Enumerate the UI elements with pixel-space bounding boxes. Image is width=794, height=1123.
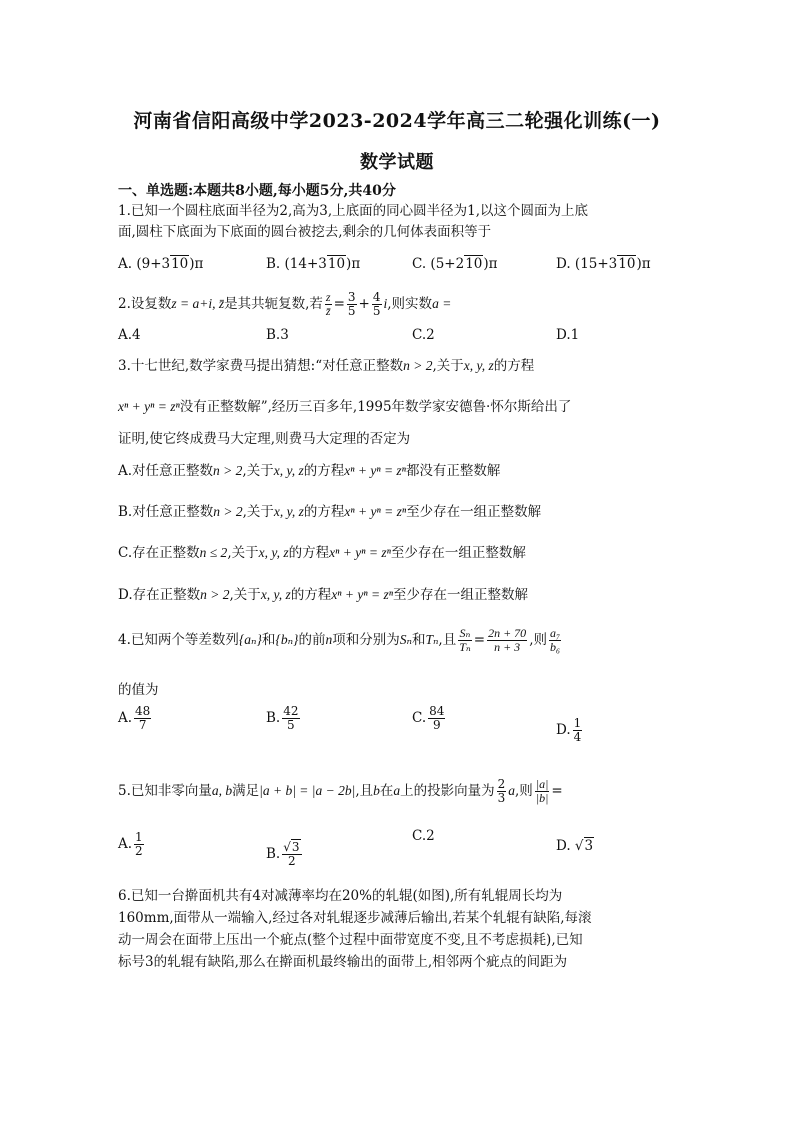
q4-option-a: A. $\frac{48}{7}$ bbox=[118, 704, 151, 732]
q3-option-c: C.存在正整数n ≤ 2,关于x, y, z的方程xⁿ + yⁿ = zⁿ至少存在一组正整数解 bbox=[118, 545, 526, 561]
q4-line2: 的值为 bbox=[118, 682, 159, 698]
q6-line1: 6.已知一台擀面机共有4对减薄率均在20%的轧辊(如图),所有轧辊周长均为 bbox=[118, 888, 563, 904]
q6-line3: 动一周会在面带上压出一个疵点(整个过程中面带宽度不变,且不考虑损耗),已知 bbox=[118, 932, 583, 948]
q4-option-d: D. $\frac{1}{4}$ bbox=[556, 716, 582, 744]
q3-line2: xⁿ + yⁿ = zⁿ没有正整数解”,经历三百多年,1995年数学家安德鲁·怀尔斯给出了 bbox=[118, 399, 572, 415]
q3-line3: 证明,使它终成费马大定理,则费马大定理的否定为 bbox=[118, 431, 411, 447]
q1-option-b: B. (14+310)π bbox=[266, 256, 361, 272]
q1-line2: 面,圆柱下底面为下底面的圆台被挖去,剩余的几何体表面积等于 bbox=[118, 224, 492, 240]
q5-option-a: A. $\frac{1}{2}$ bbox=[118, 830, 143, 858]
q3-option-d: D.存在正整数n > 2,关于x, y, z的方程xⁿ + yⁿ = zⁿ至少存在一组正整数解 bbox=[118, 587, 529, 603]
q3-option-a: A.对任意正整数n > 2,关于x, y, z的方程xⁿ + yⁿ = zⁿ都没有正整数解 bbox=[118, 463, 501, 479]
q4-option-b: B. $\frac{42}{5}$ bbox=[266, 704, 299, 732]
q5-stem: 5.已知非零向量a, b满足|a + b| = |a − 2b|,且b在a上的投影向量为 $\frac{2}{3}$ a,则 $\frac{|a|}{|b|}$ = bbox=[118, 777, 563, 805]
q2-option-b: B.3 bbox=[266, 327, 289, 343]
q2-option-c: C.2 bbox=[412, 327, 435, 343]
q3-line1: 3.十七世纪,数学家费马提出猜想:“对任意正整数n > 2,关于x, y, z的方程 bbox=[118, 358, 535, 374]
q1-line1: 1.已知一个圆柱底面半径为2,高为3,上底面的同心圆半径为1,以这个圆面为上底 bbox=[118, 203, 589, 219]
q1-option-c: C. (5+210)π bbox=[412, 256, 498, 272]
q3-option-b: B.对任意正整数n > 2,关于x, y, z的方程xⁿ + yⁿ = zⁿ至少存在一组正整数解 bbox=[118, 504, 542, 520]
q6-line2: 160mm,面带从一端输入,经过各对轧辊逐步减薄后输出,若某个轧辊有缺陷,每滚 bbox=[118, 910, 592, 926]
section-heading: 一、单选题:本题共8小题,每小题5分,共40分 bbox=[118, 183, 396, 199]
q5-option-d: D. √3 bbox=[556, 838, 594, 854]
q4-option-c: C. $\frac{84}{9}$ bbox=[412, 704, 445, 732]
q2-stem: 2.设复数z = a+i, z̄是其共轭复数,若 $\frac{z}{z̄}$ = $\frac{3}{5}$ + $\frac{4}{5}$ i,则实数a = bbox=[118, 290, 452, 318]
q2-option-d: D.1 bbox=[556, 327, 580, 343]
q1-option-a: A. (9+310)π bbox=[118, 256, 204, 272]
q4-stem: 4.已知两个等差数列{aₙ}和{bₙ}的前n项和分别为Sₙ和Tₙ,且 $\frac{\text{Sₙ}}{\text{Tₙ}}$ = $\frac{2n + 70}{n + 3}$ ,则 $\frac{\text{a₇}}{\text{b₆}}$ bbox=[118, 626, 561, 654]
exam-subtitle: 数学试题 bbox=[360, 152, 434, 173]
q5-option-c: C.2 bbox=[412, 828, 435, 844]
q2-option-a: A.4 bbox=[118, 327, 141, 343]
q5-option-b: B. $\frac{√3}{2}$ bbox=[266, 840, 300, 868]
q1-option-d: D. (15+310)π bbox=[556, 256, 651, 272]
q6-line4: 标号3的轧辊有缺陷,那么在擀面机最终输出的面带上,相邻两个疵点的间距为 bbox=[118, 954, 568, 970]
exam-title: 河南省信阳高级中学2023-2024学年高三二轮强化训练(一) bbox=[133, 110, 661, 132]
